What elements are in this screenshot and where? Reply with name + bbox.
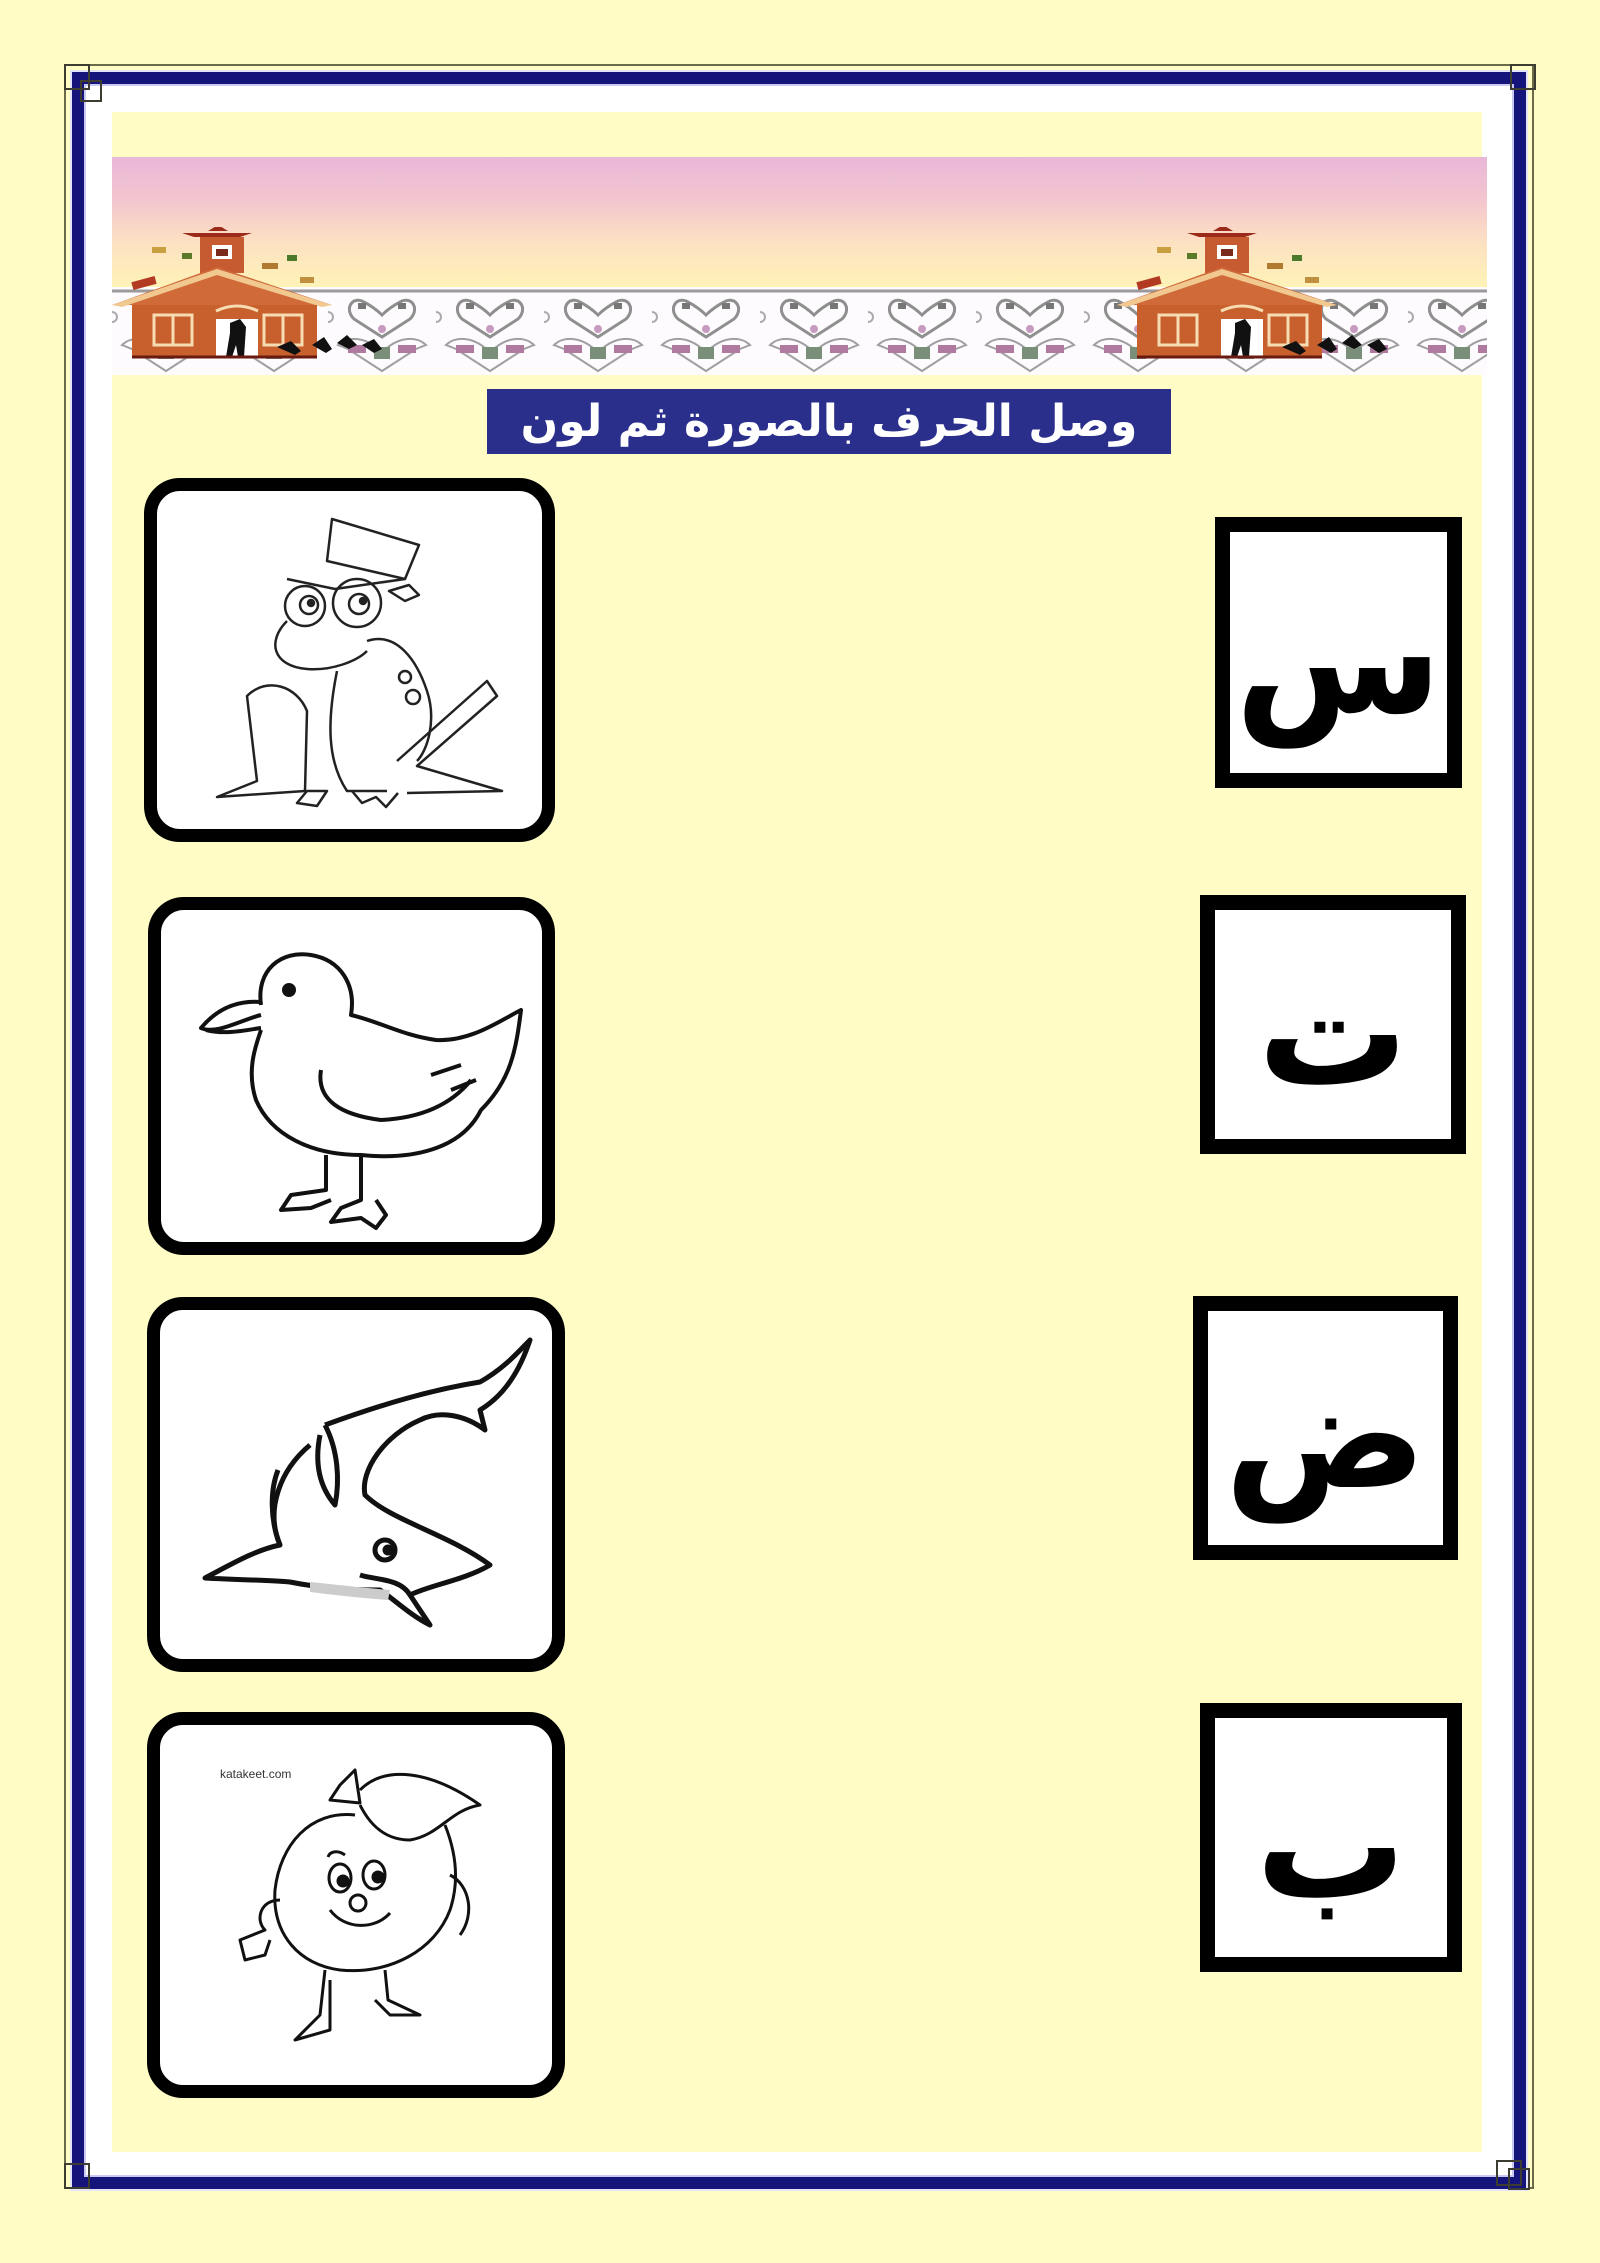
shark-icon — [160, 1310, 552, 1659]
letter-box-seen[interactable] — [1215, 517, 1462, 788]
apple-character-icon — [160, 1725, 552, 2085]
corner-ornament-bottom-right-inner — [1508, 2168, 1530, 2190]
picture-box-duck[interactable] — [148, 897, 555, 1255]
school-house-icon-right — [1117, 227, 1417, 367]
letter-seen: س — [1235, 573, 1442, 748]
letter-baa: ب — [1255, 1758, 1407, 1933]
frog-icon — [157, 491, 542, 829]
picture-box-frog[interactable] — [144, 478, 555, 842]
corner-ornament-bottom-left — [64, 2163, 90, 2189]
picture-box-apple[interactable] — [147, 1712, 565, 2098]
duck-icon — [161, 910, 542, 1242]
letter-taa: ت — [1257, 945, 1409, 1120]
corner-ornament-top-left-inner — [80, 80, 102, 102]
corner-ornament-top-right — [1510, 64, 1536, 90]
worksheet-title: وصل الحرف بالصورة ثم لون — [487, 389, 1171, 454]
picture-box-shark[interactable] — [147, 1297, 565, 1672]
header-banner — [112, 157, 1487, 375]
letter-daad: ض — [1224, 1349, 1427, 1523]
letter-box-taa[interactable] — [1200, 895, 1466, 1154]
watermark-text: katakeet.com — [220, 1767, 292, 1781]
letter-box-baa[interactable] — [1200, 1703, 1462, 1972]
school-house-icon-left — [112, 227, 412, 367]
letter-box-daad[interactable] — [1193, 1296, 1458, 1560]
